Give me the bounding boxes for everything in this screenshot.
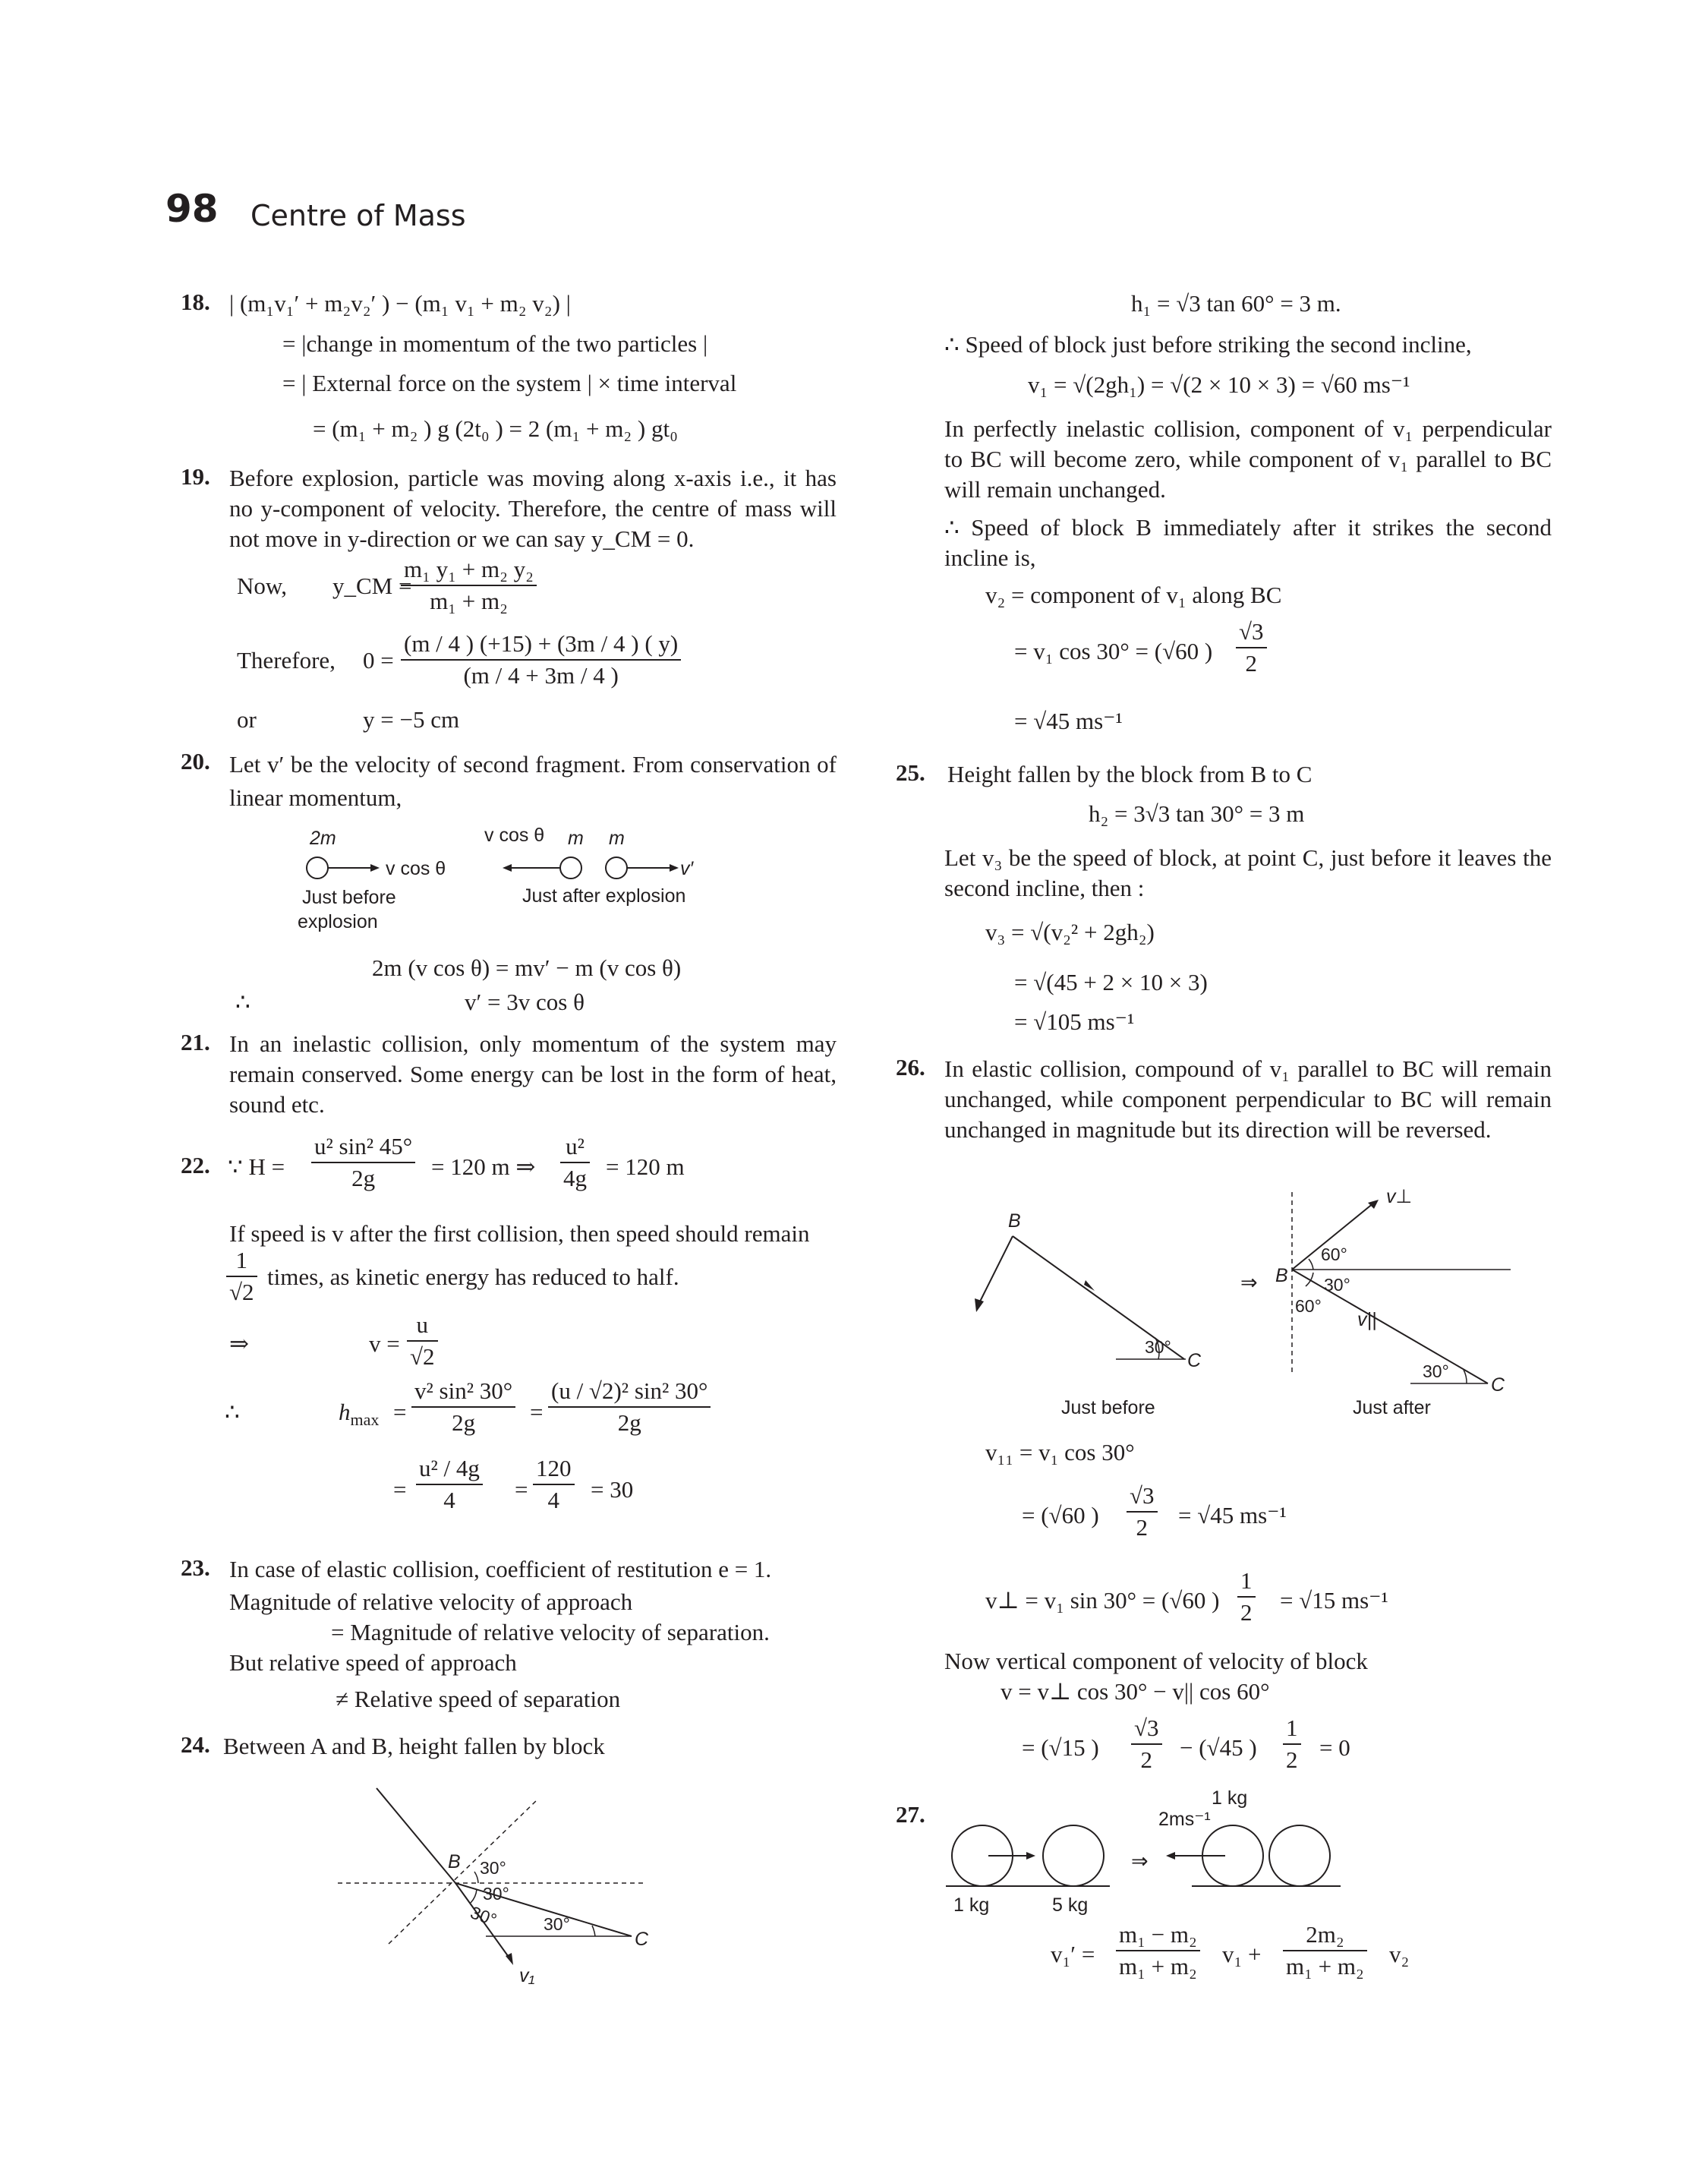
implies-arrow: ⇒ bbox=[1131, 1850, 1149, 1872]
fragment-2-circle bbox=[606, 857, 627, 879]
q22-eq-sign-1: = bbox=[393, 1399, 407, 1425]
label-vpar: v|| bbox=[1357, 1309, 1377, 1330]
angle-label-30: 30° bbox=[1324, 1275, 1350, 1295]
frac-numerator: u² / 4g bbox=[416, 1453, 483, 1485]
frac-numerator: u² bbox=[560, 1131, 590, 1163]
q22-because-H: ∵ H = bbox=[228, 1153, 285, 1180]
q26-eq5b: − (√45 ) bbox=[1180, 1734, 1257, 1761]
frac-denominator: 2 bbox=[1136, 1514, 1148, 1541]
q27-fraction-1 bbox=[1116, 1920, 1200, 1982]
label-vperp: v⊥ bbox=[1386, 1186, 1413, 1207]
q26-one-over-2 bbox=[1237, 1566, 1256, 1628]
frac-denominator: 4 bbox=[443, 1487, 455, 1513]
q25-h2: h₂ = 3√3 tan 30° = 3 m bbox=[1089, 800, 1305, 827]
velocity-arrowhead-before bbox=[975, 1298, 984, 1312]
q21-text: In an inelastic collision, only momentum of the system may remain conserved. Some energy can be lost in the form of heat, sound etc. bbox=[229, 1030, 837, 1118]
frac-denominator: m₁ + m₂ bbox=[1286, 1953, 1364, 1980]
q23-line1: In case of elastic collision, coefficient of restitution e = 1. bbox=[229, 1556, 772, 1582]
label-just-after: Just after explosion bbox=[522, 885, 686, 907]
fragment-1-circle bbox=[560, 857, 581, 879]
question-number-23: 23. bbox=[181, 1554, 210, 1581]
q27-fraction-2 bbox=[1283, 1920, 1367, 1982]
v2-equation-2: = v₁ cos 30° = (√60 ) bbox=[1014, 638, 1213, 664]
frac-numerator: 2m₂ bbox=[1283, 1920, 1367, 1951]
label-1kg-after: 1 kg bbox=[1212, 1787, 1248, 1809]
q26-sqrt3-over-2-b bbox=[1131, 1713, 1162, 1775]
v1-equation: v₁ = √(2gh₁) = √(2 × 10 × 3) = √60 ms⁻¹ bbox=[1028, 371, 1410, 398]
label-explosion: explosion bbox=[298, 911, 378, 932]
label-m2: m bbox=[609, 828, 625, 849]
question-number-24: 24. bbox=[181, 1731, 210, 1758]
q22-therefore: ∴ bbox=[225, 1399, 240, 1425]
frac-numerator: v² sin² 30° bbox=[411, 1376, 515, 1408]
label-just-after: Just after bbox=[1353, 1397, 1431, 1418]
q22-hmax-fraction-4 bbox=[533, 1453, 575, 1516]
frac-numerator: u bbox=[407, 1310, 438, 1342]
q19-or: or bbox=[237, 706, 257, 733]
q22-text1: If speed is v after the first collision, then speed should remain bbox=[229, 1220, 810, 1247]
label-vcos: v cos θ bbox=[386, 858, 446, 879]
frac-denominator: m₁ + m₂ bbox=[430, 588, 508, 614]
speed-of-B-text: ∴ Speed of block B immediately after it strikes the second incline is, bbox=[944, 514, 1552, 571]
q22-eq-120: = 120 m ⇒ bbox=[431, 1153, 536, 1180]
angle-label-1: 30° bbox=[480, 1858, 506, 1878]
frac-denominator: 4 bbox=[547, 1487, 559, 1513]
q18-line4: = (m₁ + m₂ ) g (2t₀ ) = 2 (m₁ + m₂ ) gt₀ bbox=[313, 415, 678, 442]
frac-denominator: m₁ + m₂ bbox=[1119, 1953, 1197, 1980]
label-m1: m bbox=[568, 828, 584, 849]
question-number-25: 25. bbox=[896, 759, 925, 786]
angle-label-4: 30° bbox=[544, 1914, 570, 1934]
frac-numerator: √3 bbox=[1127, 1481, 1158, 1513]
q26-one-over-2-b bbox=[1283, 1713, 1301, 1775]
q19-fraction-1 bbox=[401, 554, 537, 617]
frac-numerator: √3 bbox=[1131, 1713, 1162, 1745]
frac-denominator: 2g bbox=[452, 1409, 476, 1436]
v2-equation: v₂ = component of v₁ along BC bbox=[985, 582, 1282, 608]
page-number: 98 bbox=[165, 187, 219, 231]
q26-eq2b: = √45 ms⁻¹ bbox=[1178, 1502, 1287, 1528]
q19-text: Before explosion, particle was moving along x-axis i.e., it has no y-component of velocity. Therefore, the centre of mass will not move in y-direction or we can say y_CM = 0. bbox=[229, 465, 837, 552]
label-5kg: 5 kg bbox=[1052, 1894, 1089, 1915]
frac-numerator: √3 bbox=[1236, 617, 1267, 648]
q22-result: = 30 bbox=[591, 1476, 634, 1503]
explosion-diagram bbox=[281, 820, 736, 942]
collision-diagram-q27 bbox=[938, 1786, 1363, 1915]
question-number-21: 21. bbox=[181, 1029, 210, 1055]
frac-denominator: 2g bbox=[351, 1165, 376, 1191]
q22-u-fraction bbox=[560, 1131, 590, 1194]
frac-numerator: m₁ − m₂ bbox=[1116, 1920, 1200, 1951]
q22-text2: times, as kinetic energy has reduced to half. bbox=[267, 1263, 679, 1290]
q27-v1p: v₁′ = bbox=[1051, 1941, 1095, 1967]
label-1kg: 1 kg bbox=[953, 1894, 990, 1915]
label-vcos-2: v cos θ bbox=[484, 825, 545, 846]
q22-H-fraction bbox=[311, 1131, 415, 1194]
incline-AB bbox=[377, 1788, 455, 1883]
label-speed: 2ms⁻¹ bbox=[1158, 1809, 1211, 1830]
q20-eq1: 2m (v cos θ) = mv′ − m (v cos θ) bbox=[372, 954, 682, 981]
v2-sqrt3-over-2 bbox=[1236, 617, 1267, 679]
angle-arc-after bbox=[1464, 1370, 1467, 1383]
angle-label-2: 30° bbox=[483, 1884, 509, 1904]
ball-1kg-arrowhead bbox=[1026, 1852, 1035, 1860]
chapter-title: Centre of Mass bbox=[251, 199, 466, 232]
inelastic-text: In perfectly inelastic collision, component of v₁ perpendicular to BC will become zero, while component of v₁ parallel to BC will remain unchanged. bbox=[944, 415, 1552, 503]
q25-text: Height fallen by the block from B to C bbox=[947, 761, 1313, 787]
q19-ycm: y_CM = bbox=[332, 573, 412, 599]
q22-eq-sign-3: = bbox=[393, 1476, 407, 1503]
perpendicular-dashed-line bbox=[389, 1800, 537, 1944]
q26-text: In elastic collision, compound of v₁ parallel to BC will remain unchanged, while component perpendicular to BC will remain unchanged in magnitude but its direction will be reversed. bbox=[944, 1055, 1552, 1143]
label-C: C bbox=[635, 1929, 649, 1950]
frac-denominator: √2 bbox=[229, 1279, 254, 1305]
h1-equation: h₁ = √3 tan 60° = 3 m. bbox=[1131, 290, 1341, 317]
arrow-head-left bbox=[503, 864, 512, 872]
q27-v2: v₂ bbox=[1389, 1941, 1410, 1967]
frac-numerator: (u / √2)² sin² 30° bbox=[548, 1376, 711, 1408]
label-2m: 2m bbox=[310, 828, 336, 849]
q19-therefore: Therefore, bbox=[237, 647, 336, 674]
frac-denominator: 2 bbox=[1286, 1746, 1298, 1773]
label-C-after: C bbox=[1491, 1374, 1505, 1396]
ball-5kg-after bbox=[1269, 1825, 1330, 1886]
frac-denominator: 2 bbox=[1245, 650, 1257, 677]
label-vprime: v′ bbox=[680, 858, 694, 879]
mass-2m-circle bbox=[307, 857, 328, 879]
question-number-19: 19. bbox=[181, 463, 210, 490]
frac-denominator: 4g bbox=[563, 1165, 587, 1191]
q19-zero-eq: 0 = bbox=[363, 647, 394, 674]
question-number-18: 18. bbox=[181, 289, 210, 315]
question-number-22: 22. bbox=[181, 1152, 210, 1178]
label-B: B bbox=[448, 1851, 461, 1872]
frac-numerator: m₁ y₁ + m₂ y₂ bbox=[401, 554, 537, 586]
frac-numerator: 1 bbox=[226, 1245, 257, 1277]
q25-text2: Let v₃ be the speed of block, at point C, just before it leaves the second incline, then : bbox=[944, 844, 1552, 901]
q22-eq-sign-4: = bbox=[515, 1476, 528, 1503]
collision-diagram-q26 bbox=[964, 1185, 1526, 1427]
q26-eq4: v = v⊥ cos 30° − v|| cos 60° bbox=[1001, 1678, 1270, 1705]
speed-before-striking: ∴ Speed of block just before striking the second incline, bbox=[944, 331, 1472, 358]
vperp-arrowhead bbox=[1368, 1200, 1379, 1209]
q25-eq2: = √(45 + 2 × 10 × 3) bbox=[1014, 969, 1208, 995]
q18-line3: = | External force on the system | × time interval bbox=[282, 370, 737, 396]
q20-eq2: v′ = 3v cos θ bbox=[465, 989, 585, 1015]
arrow-head-right bbox=[670, 864, 679, 872]
q23-line5: ≠ Relative speed of separation bbox=[336, 1686, 621, 1712]
q23-line4: But relative speed of approach bbox=[229, 1649, 517, 1676]
q22-eq-120b: = 120 m bbox=[606, 1153, 685, 1180]
incline-line-after bbox=[1292, 1270, 1488, 1383]
frac-numerator: u² sin² 45° bbox=[311, 1131, 415, 1163]
label-just-before: Just before bbox=[302, 887, 396, 908]
q22-hmax bbox=[339, 1397, 379, 1435]
angle-arc-3 bbox=[592, 1926, 595, 1936]
q26-eq5a: = (√15 ) bbox=[1022, 1734, 1099, 1761]
frac-denominator: 2 bbox=[1240, 1599, 1253, 1626]
q19-now: Now, bbox=[237, 573, 288, 599]
frac-numerator: 1 bbox=[1237, 1566, 1256, 1598]
q26-eq2: = (√60 ) bbox=[1022, 1502, 1099, 1528]
q22-implies: ⇒ bbox=[229, 1330, 249, 1357]
q26-sqrt3-over-2 bbox=[1127, 1481, 1158, 1543]
label-B-after: B bbox=[1275, 1265, 1288, 1286]
q22-v-eq: v = bbox=[369, 1330, 400, 1357]
question-number-27: 27. bbox=[896, 1801, 925, 1828]
q19-fraction-2 bbox=[401, 629, 681, 691]
frac-denominator: 2g bbox=[617, 1409, 641, 1436]
angle-label-3: 30° bbox=[468, 1902, 499, 1930]
angle-label-before: 30° bbox=[1145, 1337, 1171, 1357]
q26-eq1: v₁₁ = v₁ cos 30° bbox=[985, 1439, 1135, 1465]
v2-result: = √45 ms⁻¹ bbox=[1014, 708, 1123, 734]
q26-eq5c: = 0 bbox=[1319, 1734, 1350, 1761]
q22-hmax-fraction-2 bbox=[548, 1376, 711, 1438]
angle-arc-60 bbox=[1309, 1259, 1313, 1270]
label-C-before: C bbox=[1187, 1350, 1202, 1371]
q26-eq3b: = √15 ms⁻¹ bbox=[1280, 1587, 1388, 1614]
q18-line2: = |change in momentum of the two particles | bbox=[282, 330, 708, 357]
q24-text: Between A and B, height fallen by block bbox=[223, 1733, 605, 1759]
label-B-before: B bbox=[1008, 1210, 1021, 1232]
angle-arc-2 bbox=[471, 1889, 477, 1903]
frac-denominator: (m / 4 + 3m / 4 ) bbox=[463, 662, 619, 689]
q23-line3: = Magnitude of relative velocity of separation. bbox=[331, 1619, 770, 1645]
q22-hmax-fraction-3 bbox=[416, 1453, 483, 1516]
ball-5kg bbox=[1043, 1825, 1104, 1886]
hmax-symbol: h bbox=[339, 1399, 351, 1425]
angle-label-60b: 60° bbox=[1295, 1296, 1322, 1316]
q20-text: Let v′ be the velocity of second fragment. From conservation of linear momentum, bbox=[229, 751, 837, 811]
q22-hmax-fraction-1 bbox=[411, 1376, 515, 1438]
label-just-before: Just before bbox=[1061, 1397, 1155, 1418]
q19-result: y = −5 cm bbox=[363, 706, 460, 733]
q25-eq1: v₃ = √(v₂² + 2gh₂) bbox=[985, 919, 1155, 945]
rebound-arrowhead bbox=[1166, 1852, 1175, 1860]
angle-arc-1 bbox=[474, 1872, 478, 1883]
hmax-subscript: max bbox=[350, 1410, 380, 1430]
label-v1: v₁ bbox=[519, 1965, 535, 1986]
q22-v-fraction bbox=[407, 1310, 438, 1372]
frac-denominator: 2 bbox=[1140, 1746, 1152, 1773]
q22-one-over-root2 bbox=[226, 1245, 257, 1308]
velocity-arrow-before bbox=[978, 1236, 1013, 1306]
frac-numerator: 1 bbox=[1283, 1713, 1301, 1745]
q25-eq3: = √105 ms⁻¹ bbox=[1014, 1008, 1135, 1035]
frac-denominator: √2 bbox=[410, 1343, 435, 1370]
q27-v1-plus: v₁ + bbox=[1222, 1941, 1262, 1967]
angle-label-30b: 30° bbox=[1423, 1361, 1449, 1381]
implies-arrow: ⇒ bbox=[1240, 1271, 1258, 1294]
angle-label-60a: 60° bbox=[1321, 1244, 1347, 1264]
q20-therefore: ∴ bbox=[235, 989, 251, 1015]
frac-numerator: (m / 4 ) (+15) + (3m / 4 ) ( y) bbox=[401, 629, 681, 661]
incline-diagram-q24 bbox=[334, 1777, 653, 1997]
q23-line2: Magnitude of relative velocity of approach bbox=[229, 1588, 633, 1615]
q22-eq-sign-2: = bbox=[530, 1399, 544, 1425]
q18-line1: | (m₁v₁′ + m₂v₂′ ) − (m₁ v₁ + m₂ v₂) | bbox=[229, 290, 571, 317]
question-number-26: 26. bbox=[896, 1054, 925, 1080]
q26-eq3: v⊥ = v₁ sin 30° = (√60 ) bbox=[985, 1587, 1220, 1614]
question-number-20: 20. bbox=[181, 748, 210, 774]
frac-numerator: 120 bbox=[533, 1453, 575, 1485]
q26-text2: Now vertical component of velocity of block bbox=[944, 1648, 1368, 1674]
arrow-head bbox=[370, 864, 380, 872]
